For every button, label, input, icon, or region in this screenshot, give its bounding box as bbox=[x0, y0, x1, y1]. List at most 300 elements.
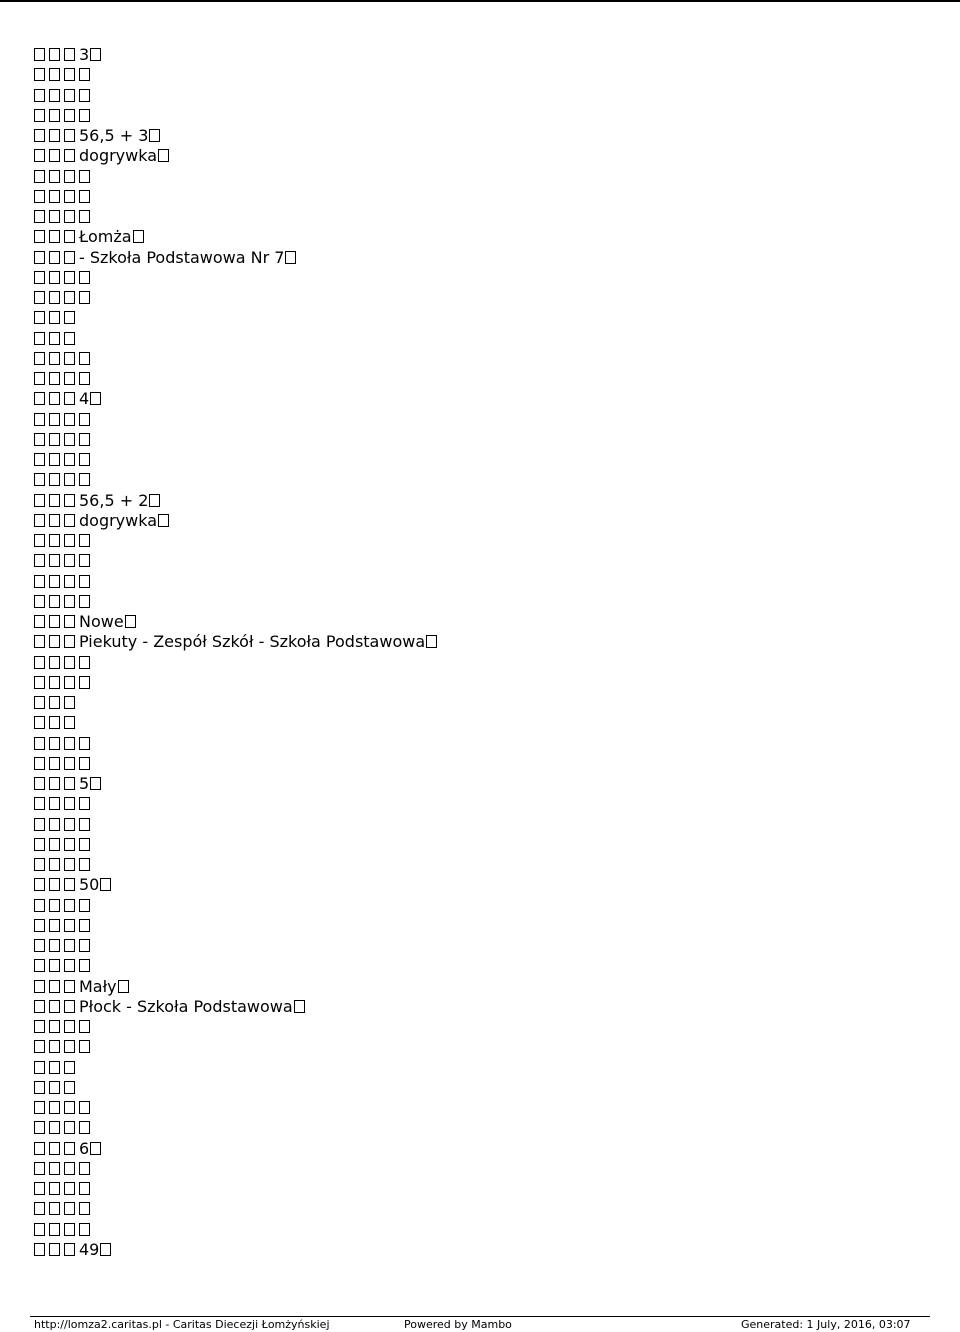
missing-glyph-icon bbox=[64, 554, 75, 567]
missing-glyph-icon bbox=[64, 190, 75, 203]
text-line bbox=[34, 126, 934, 146]
missing-glyph-icon bbox=[64, 595, 75, 608]
missing-glyph-icon bbox=[79, 575, 90, 588]
missing-glyph-icon bbox=[34, 716, 45, 729]
missing-glyph-icon bbox=[79, 473, 90, 486]
missing-glyph-icon bbox=[49, 615, 60, 628]
missing-glyph-icon bbox=[64, 899, 75, 912]
text-line bbox=[34, 551, 934, 571]
missing-glyph-icon bbox=[49, 190, 60, 203]
line-text: dogrywka bbox=[79, 146, 158, 166]
line-text: 4 bbox=[79, 389, 90, 409]
missing-glyph-icon bbox=[79, 737, 90, 750]
missing-glyph-icon bbox=[64, 1223, 75, 1236]
text-line bbox=[34, 1240, 934, 1260]
missing-glyph-icon bbox=[49, 878, 60, 891]
missing-glyph-icon bbox=[64, 1162, 75, 1175]
missing-glyph-icon bbox=[34, 129, 45, 142]
missing-glyph-icon bbox=[79, 109, 90, 122]
missing-glyph-icon bbox=[64, 311, 75, 324]
missing-glyph-icon bbox=[79, 595, 90, 608]
missing-glyph-icon bbox=[79, 1202, 90, 1215]
missing-glyph-icon bbox=[79, 838, 90, 851]
missing-glyph-icon bbox=[79, 433, 90, 446]
missing-glyph-icon bbox=[34, 878, 45, 891]
missing-glyph-icon bbox=[49, 210, 60, 223]
text-line bbox=[34, 1179, 934, 1199]
missing-glyph-icon bbox=[64, 777, 75, 790]
missing-glyph-icon bbox=[64, 473, 75, 486]
missing-glyph-icon bbox=[64, 959, 75, 972]
text-line bbox=[34, 268, 934, 288]
missing-glyph-icon bbox=[64, 89, 75, 102]
missing-glyph-icon bbox=[34, 595, 45, 608]
missing-glyph-icon bbox=[64, 1061, 75, 1074]
text-line bbox=[34, 612, 934, 632]
line-text: Płock - Szkoła Podstawowa bbox=[79, 996, 293, 1016]
missing-glyph-icon bbox=[49, 433, 60, 446]
text-line bbox=[34, 835, 934, 855]
footer-rule bbox=[30, 1316, 930, 1317]
text-line bbox=[34, 1058, 934, 1078]
missing-glyph-icon bbox=[34, 1061, 45, 1074]
missing-glyph-icon bbox=[49, 858, 60, 871]
missing-glyph-icon bbox=[49, 1000, 60, 1013]
text-line bbox=[34, 511, 934, 531]
missing-glyph-icon bbox=[64, 696, 75, 709]
missing-glyph-icon bbox=[64, 48, 75, 61]
missing-glyph-icon bbox=[79, 1020, 90, 1033]
missing-glyph-icon bbox=[90, 48, 101, 61]
missing-glyph-icon bbox=[34, 271, 45, 284]
missing-glyph-icon bbox=[64, 68, 75, 81]
text-line bbox=[34, 1118, 934, 1138]
missing-glyph-icon bbox=[64, 939, 75, 952]
missing-glyph-icon bbox=[79, 1101, 90, 1114]
missing-glyph-icon bbox=[149, 129, 160, 142]
text-line bbox=[34, 1017, 934, 1037]
missing-glyph-icon bbox=[90, 1142, 101, 1155]
text-line bbox=[34, 187, 934, 207]
text-line bbox=[34, 1037, 934, 1057]
missing-glyph-icon bbox=[34, 575, 45, 588]
missing-glyph-icon bbox=[49, 757, 60, 770]
missing-glyph-icon bbox=[34, 473, 45, 486]
missing-glyph-icon bbox=[100, 878, 111, 891]
missing-glyph-icon bbox=[49, 737, 60, 750]
missing-glyph-icon bbox=[64, 413, 75, 426]
line-text: 56,5 + 3 bbox=[79, 126, 149, 145]
missing-glyph-icon bbox=[79, 89, 90, 102]
missing-glyph-icon bbox=[34, 1040, 45, 1053]
text-line bbox=[34, 1139, 934, 1159]
line-text: Piekuty - Zespół Szkół - Szkoła Podstawowa bbox=[79, 632, 426, 652]
text-line bbox=[34, 653, 934, 673]
missing-glyph-icon bbox=[64, 129, 75, 142]
missing-glyph-icon bbox=[49, 291, 60, 304]
line-text: Mały bbox=[79, 976, 117, 996]
missing-glyph-icon bbox=[79, 676, 90, 689]
missing-glyph-icon bbox=[34, 1202, 45, 1215]
missing-glyph-icon bbox=[79, 656, 90, 669]
missing-glyph-icon bbox=[64, 575, 75, 588]
missing-glyph-icon bbox=[64, 818, 75, 831]
text-line bbox=[34, 916, 934, 936]
missing-glyph-icon bbox=[34, 899, 45, 912]
text-line bbox=[34, 977, 934, 997]
missing-glyph-icon bbox=[64, 656, 75, 669]
line-text: Nowe bbox=[79, 612, 124, 631]
missing-glyph-icon bbox=[49, 392, 60, 405]
text-line bbox=[34, 146, 934, 166]
missing-glyph-icon bbox=[64, 1101, 75, 1114]
missing-glyph-icon bbox=[34, 534, 45, 547]
missing-glyph-icon bbox=[34, 149, 45, 162]
missing-glyph-icon bbox=[34, 170, 45, 183]
missing-glyph-icon bbox=[64, 1202, 75, 1215]
missing-glyph-icon bbox=[64, 433, 75, 446]
missing-glyph-icon bbox=[34, 858, 45, 871]
line-text: 3 bbox=[79, 45, 90, 64]
missing-glyph-icon bbox=[79, 372, 90, 385]
missing-glyph-icon bbox=[34, 453, 45, 466]
line-text: Łomża bbox=[79, 227, 132, 247]
missing-glyph-icon bbox=[294, 1000, 305, 1013]
missing-glyph-icon bbox=[64, 352, 75, 365]
missing-glyph-icon bbox=[118, 980, 129, 993]
missing-glyph-icon bbox=[34, 89, 45, 102]
missing-glyph-icon bbox=[34, 311, 45, 324]
missing-glyph-icon bbox=[64, 737, 75, 750]
missing-glyph-icon bbox=[34, 1020, 45, 1033]
missing-glyph-icon bbox=[49, 1121, 60, 1134]
missing-glyph-icon bbox=[79, 818, 90, 831]
missing-glyph-icon bbox=[64, 1142, 75, 1155]
text-line bbox=[34, 288, 934, 308]
missing-glyph-icon bbox=[34, 1101, 45, 1114]
text-line bbox=[34, 592, 934, 612]
text-line bbox=[34, 167, 934, 187]
missing-glyph-icon bbox=[79, 170, 90, 183]
missing-glyph-icon bbox=[49, 1040, 60, 1053]
text-line bbox=[34, 491, 934, 511]
missing-glyph-icon bbox=[49, 68, 60, 81]
missing-glyph-icon bbox=[64, 1121, 75, 1134]
missing-glyph-icon bbox=[64, 210, 75, 223]
missing-glyph-icon bbox=[79, 1182, 90, 1195]
missing-glyph-icon bbox=[34, 818, 45, 831]
missing-glyph-icon bbox=[90, 777, 101, 790]
missing-glyph-icon bbox=[34, 656, 45, 669]
missing-glyph-icon bbox=[34, 554, 45, 567]
text-line bbox=[34, 106, 934, 126]
missing-glyph-icon bbox=[34, 352, 45, 365]
missing-glyph-icon bbox=[79, 271, 90, 284]
missing-glyph-icon bbox=[64, 109, 75, 122]
missing-glyph-icon bbox=[34, 635, 45, 648]
missing-glyph-icon bbox=[49, 332, 60, 345]
missing-glyph-icon bbox=[64, 453, 75, 466]
missing-glyph-icon bbox=[64, 291, 75, 304]
missing-glyph-icon bbox=[49, 777, 60, 790]
missing-glyph-icon bbox=[64, 149, 75, 162]
text-line bbox=[34, 45, 934, 65]
text-line bbox=[34, 1220, 934, 1240]
missing-glyph-icon bbox=[34, 251, 45, 264]
missing-glyph-icon bbox=[64, 494, 75, 507]
missing-glyph-icon bbox=[34, 291, 45, 304]
missing-glyph-icon bbox=[49, 311, 60, 324]
text-line bbox=[34, 86, 934, 106]
missing-glyph-icon bbox=[49, 514, 60, 527]
text-line bbox=[34, 389, 934, 409]
line-text: 56,5 + 2 bbox=[79, 490, 149, 510]
missing-glyph-icon bbox=[34, 1000, 45, 1013]
missing-glyph-icon bbox=[34, 1121, 45, 1134]
missing-glyph-icon bbox=[49, 109, 60, 122]
missing-glyph-icon bbox=[49, 1081, 60, 1094]
missing-glyph-icon bbox=[285, 251, 296, 264]
text-line bbox=[34, 65, 934, 85]
missing-glyph-icon bbox=[34, 494, 45, 507]
missing-glyph-icon bbox=[49, 149, 60, 162]
missing-glyph-icon bbox=[133, 230, 144, 243]
missing-glyph-icon bbox=[34, 372, 45, 385]
text-line bbox=[34, 1098, 934, 1118]
missing-glyph-icon bbox=[49, 899, 60, 912]
missing-glyph-icon bbox=[34, 1081, 45, 1094]
missing-glyph-icon bbox=[49, 696, 60, 709]
missing-glyph-icon bbox=[34, 210, 45, 223]
missing-glyph-icon bbox=[49, 1142, 60, 1155]
missing-glyph-icon bbox=[34, 919, 45, 932]
missing-glyph-icon bbox=[49, 1061, 60, 1074]
missing-glyph-icon bbox=[34, 676, 45, 689]
missing-glyph-icon bbox=[79, 352, 90, 365]
text-line bbox=[34, 734, 934, 754]
text-line bbox=[34, 207, 934, 227]
missing-glyph-icon bbox=[34, 433, 45, 446]
missing-glyph-icon bbox=[49, 838, 60, 851]
text-line bbox=[34, 875, 934, 895]
missing-glyph-icon bbox=[64, 332, 75, 345]
top-rule bbox=[0, 0, 960, 2]
missing-glyph-icon bbox=[49, 818, 60, 831]
missing-glyph-icon bbox=[49, 453, 60, 466]
text-line bbox=[34, 693, 934, 713]
text-line bbox=[34, 815, 934, 835]
missing-glyph-icon bbox=[79, 939, 90, 952]
missing-glyph-icon bbox=[34, 230, 45, 243]
missing-glyph-icon bbox=[49, 1020, 60, 1033]
missing-glyph-icon bbox=[79, 413, 90, 426]
missing-glyph-icon bbox=[49, 413, 60, 426]
text-line bbox=[34, 754, 934, 774]
missing-glyph-icon bbox=[49, 534, 60, 547]
missing-glyph-icon bbox=[79, 210, 90, 223]
missing-glyph-icon bbox=[49, 656, 60, 669]
line-text: - Szkoła Podstawowa Nr 7 bbox=[79, 247, 285, 267]
missing-glyph-icon bbox=[49, 170, 60, 183]
missing-glyph-icon bbox=[149, 494, 160, 507]
missing-glyph-icon bbox=[64, 392, 75, 405]
missing-glyph-icon bbox=[34, 797, 45, 810]
text-line bbox=[34, 1159, 934, 1179]
missing-glyph-icon bbox=[34, 1142, 45, 1155]
text-line bbox=[34, 531, 934, 551]
text-line bbox=[34, 936, 934, 956]
missing-glyph-icon bbox=[34, 392, 45, 405]
missing-glyph-icon bbox=[64, 514, 75, 527]
missing-glyph-icon bbox=[125, 615, 136, 628]
missing-glyph-icon bbox=[34, 696, 45, 709]
line-text: dogrywka bbox=[79, 510, 158, 530]
missing-glyph-icon bbox=[64, 251, 75, 264]
line-text: 5 bbox=[79, 774, 90, 793]
missing-glyph-icon bbox=[34, 959, 45, 972]
text-line bbox=[34, 470, 934, 490]
missing-glyph-icon bbox=[64, 1182, 75, 1195]
missing-glyph-icon bbox=[49, 230, 60, 243]
missing-glyph-icon bbox=[34, 1182, 45, 1195]
missing-glyph-icon bbox=[79, 1162, 90, 1175]
missing-glyph-icon bbox=[34, 1162, 45, 1175]
text-line bbox=[34, 450, 934, 470]
missing-glyph-icon bbox=[49, 959, 60, 972]
missing-glyph-icon bbox=[49, 797, 60, 810]
missing-glyph-icon bbox=[34, 1223, 45, 1236]
missing-glyph-icon bbox=[49, 271, 60, 284]
missing-glyph-icon bbox=[79, 919, 90, 932]
text-line bbox=[34, 997, 934, 1017]
missing-glyph-icon bbox=[49, 89, 60, 102]
missing-glyph-icon bbox=[34, 615, 45, 628]
missing-glyph-icon bbox=[79, 1040, 90, 1053]
missing-glyph-icon bbox=[64, 372, 75, 385]
line-text: 49 bbox=[79, 1239, 100, 1259]
missing-glyph-icon bbox=[79, 1223, 90, 1236]
missing-glyph-icon bbox=[64, 838, 75, 851]
missing-glyph-icon bbox=[64, 676, 75, 689]
text-line bbox=[34, 632, 934, 652]
footer-url: http://lomza2.caritas.pl - Caritas Diecezji Łomżyńskiej bbox=[34, 1318, 330, 1331]
text-line bbox=[34, 410, 934, 430]
missing-glyph-icon bbox=[49, 716, 60, 729]
missing-glyph-icon bbox=[64, 635, 75, 648]
missing-glyph-icon bbox=[64, 1020, 75, 1033]
missing-glyph-icon bbox=[34, 109, 45, 122]
missing-glyph-icon bbox=[49, 1202, 60, 1215]
text-line bbox=[34, 308, 934, 328]
text-line bbox=[34, 794, 934, 814]
missing-glyph-icon bbox=[79, 190, 90, 203]
text-line bbox=[34, 1199, 934, 1219]
missing-glyph-icon bbox=[34, 777, 45, 790]
document-body bbox=[34, 45, 934, 1260]
missing-glyph-icon bbox=[34, 190, 45, 203]
missing-glyph-icon bbox=[49, 1162, 60, 1175]
missing-glyph-icon bbox=[34, 737, 45, 750]
text-line bbox=[34, 572, 934, 592]
missing-glyph-icon bbox=[64, 230, 75, 243]
missing-glyph-icon bbox=[64, 858, 75, 871]
missing-glyph-icon bbox=[64, 615, 75, 628]
missing-glyph-icon bbox=[49, 595, 60, 608]
missing-glyph-icon bbox=[34, 980, 45, 993]
text-line bbox=[34, 774, 934, 794]
footer-generated: Generated: 1 July, 2016, 03:07 bbox=[741, 1318, 911, 1331]
text-line bbox=[34, 227, 934, 247]
missing-glyph-icon bbox=[64, 757, 75, 770]
missing-glyph-icon bbox=[64, 271, 75, 284]
text-line bbox=[34, 248, 934, 268]
missing-glyph-icon bbox=[34, 48, 45, 61]
missing-glyph-icon bbox=[34, 68, 45, 81]
missing-glyph-icon bbox=[64, 878, 75, 891]
missing-glyph-icon bbox=[49, 635, 60, 648]
missing-glyph-icon bbox=[64, 170, 75, 183]
missing-glyph-icon bbox=[49, 473, 60, 486]
missing-glyph-icon bbox=[49, 1223, 60, 1236]
missing-glyph-icon bbox=[49, 494, 60, 507]
missing-glyph-icon bbox=[64, 1000, 75, 1013]
missing-glyph-icon bbox=[49, 352, 60, 365]
missing-glyph-icon bbox=[49, 129, 60, 142]
missing-glyph-icon bbox=[34, 939, 45, 952]
missing-glyph-icon bbox=[79, 291, 90, 304]
missing-glyph-icon bbox=[49, 939, 60, 952]
text-line bbox=[34, 369, 934, 389]
missing-glyph-icon bbox=[34, 838, 45, 851]
missing-glyph-icon bbox=[79, 1121, 90, 1134]
text-line bbox=[34, 329, 934, 349]
missing-glyph-icon bbox=[64, 797, 75, 810]
missing-glyph-icon bbox=[49, 48, 60, 61]
missing-glyph-icon bbox=[79, 453, 90, 466]
missing-glyph-icon bbox=[90, 392, 101, 405]
line-text: 6 bbox=[79, 1138, 90, 1158]
text-line bbox=[34, 855, 934, 875]
missing-glyph-icon bbox=[79, 68, 90, 81]
missing-glyph-icon bbox=[49, 1243, 60, 1256]
missing-glyph-icon bbox=[49, 575, 60, 588]
missing-glyph-icon bbox=[49, 676, 60, 689]
text-line bbox=[34, 896, 934, 916]
missing-glyph-icon bbox=[64, 919, 75, 932]
missing-glyph-icon bbox=[49, 1182, 60, 1195]
missing-glyph-icon bbox=[49, 372, 60, 385]
missing-glyph-icon bbox=[79, 899, 90, 912]
missing-glyph-icon bbox=[79, 959, 90, 972]
missing-glyph-icon bbox=[79, 858, 90, 871]
missing-glyph-icon bbox=[49, 980, 60, 993]
missing-glyph-icon bbox=[49, 919, 60, 932]
text-line bbox=[34, 430, 934, 450]
missing-glyph-icon bbox=[34, 1243, 45, 1256]
missing-glyph-icon bbox=[49, 554, 60, 567]
missing-glyph-icon bbox=[34, 413, 45, 426]
missing-glyph-icon bbox=[64, 1081, 75, 1094]
missing-glyph-icon bbox=[49, 1101, 60, 1114]
missing-glyph-icon bbox=[79, 534, 90, 547]
missing-glyph-icon bbox=[100, 1243, 111, 1256]
missing-glyph-icon bbox=[49, 251, 60, 264]
missing-glyph-icon bbox=[79, 797, 90, 810]
missing-glyph-icon bbox=[34, 332, 45, 345]
text-line bbox=[34, 349, 934, 369]
missing-glyph-icon bbox=[64, 534, 75, 547]
missing-glyph-icon bbox=[79, 757, 90, 770]
